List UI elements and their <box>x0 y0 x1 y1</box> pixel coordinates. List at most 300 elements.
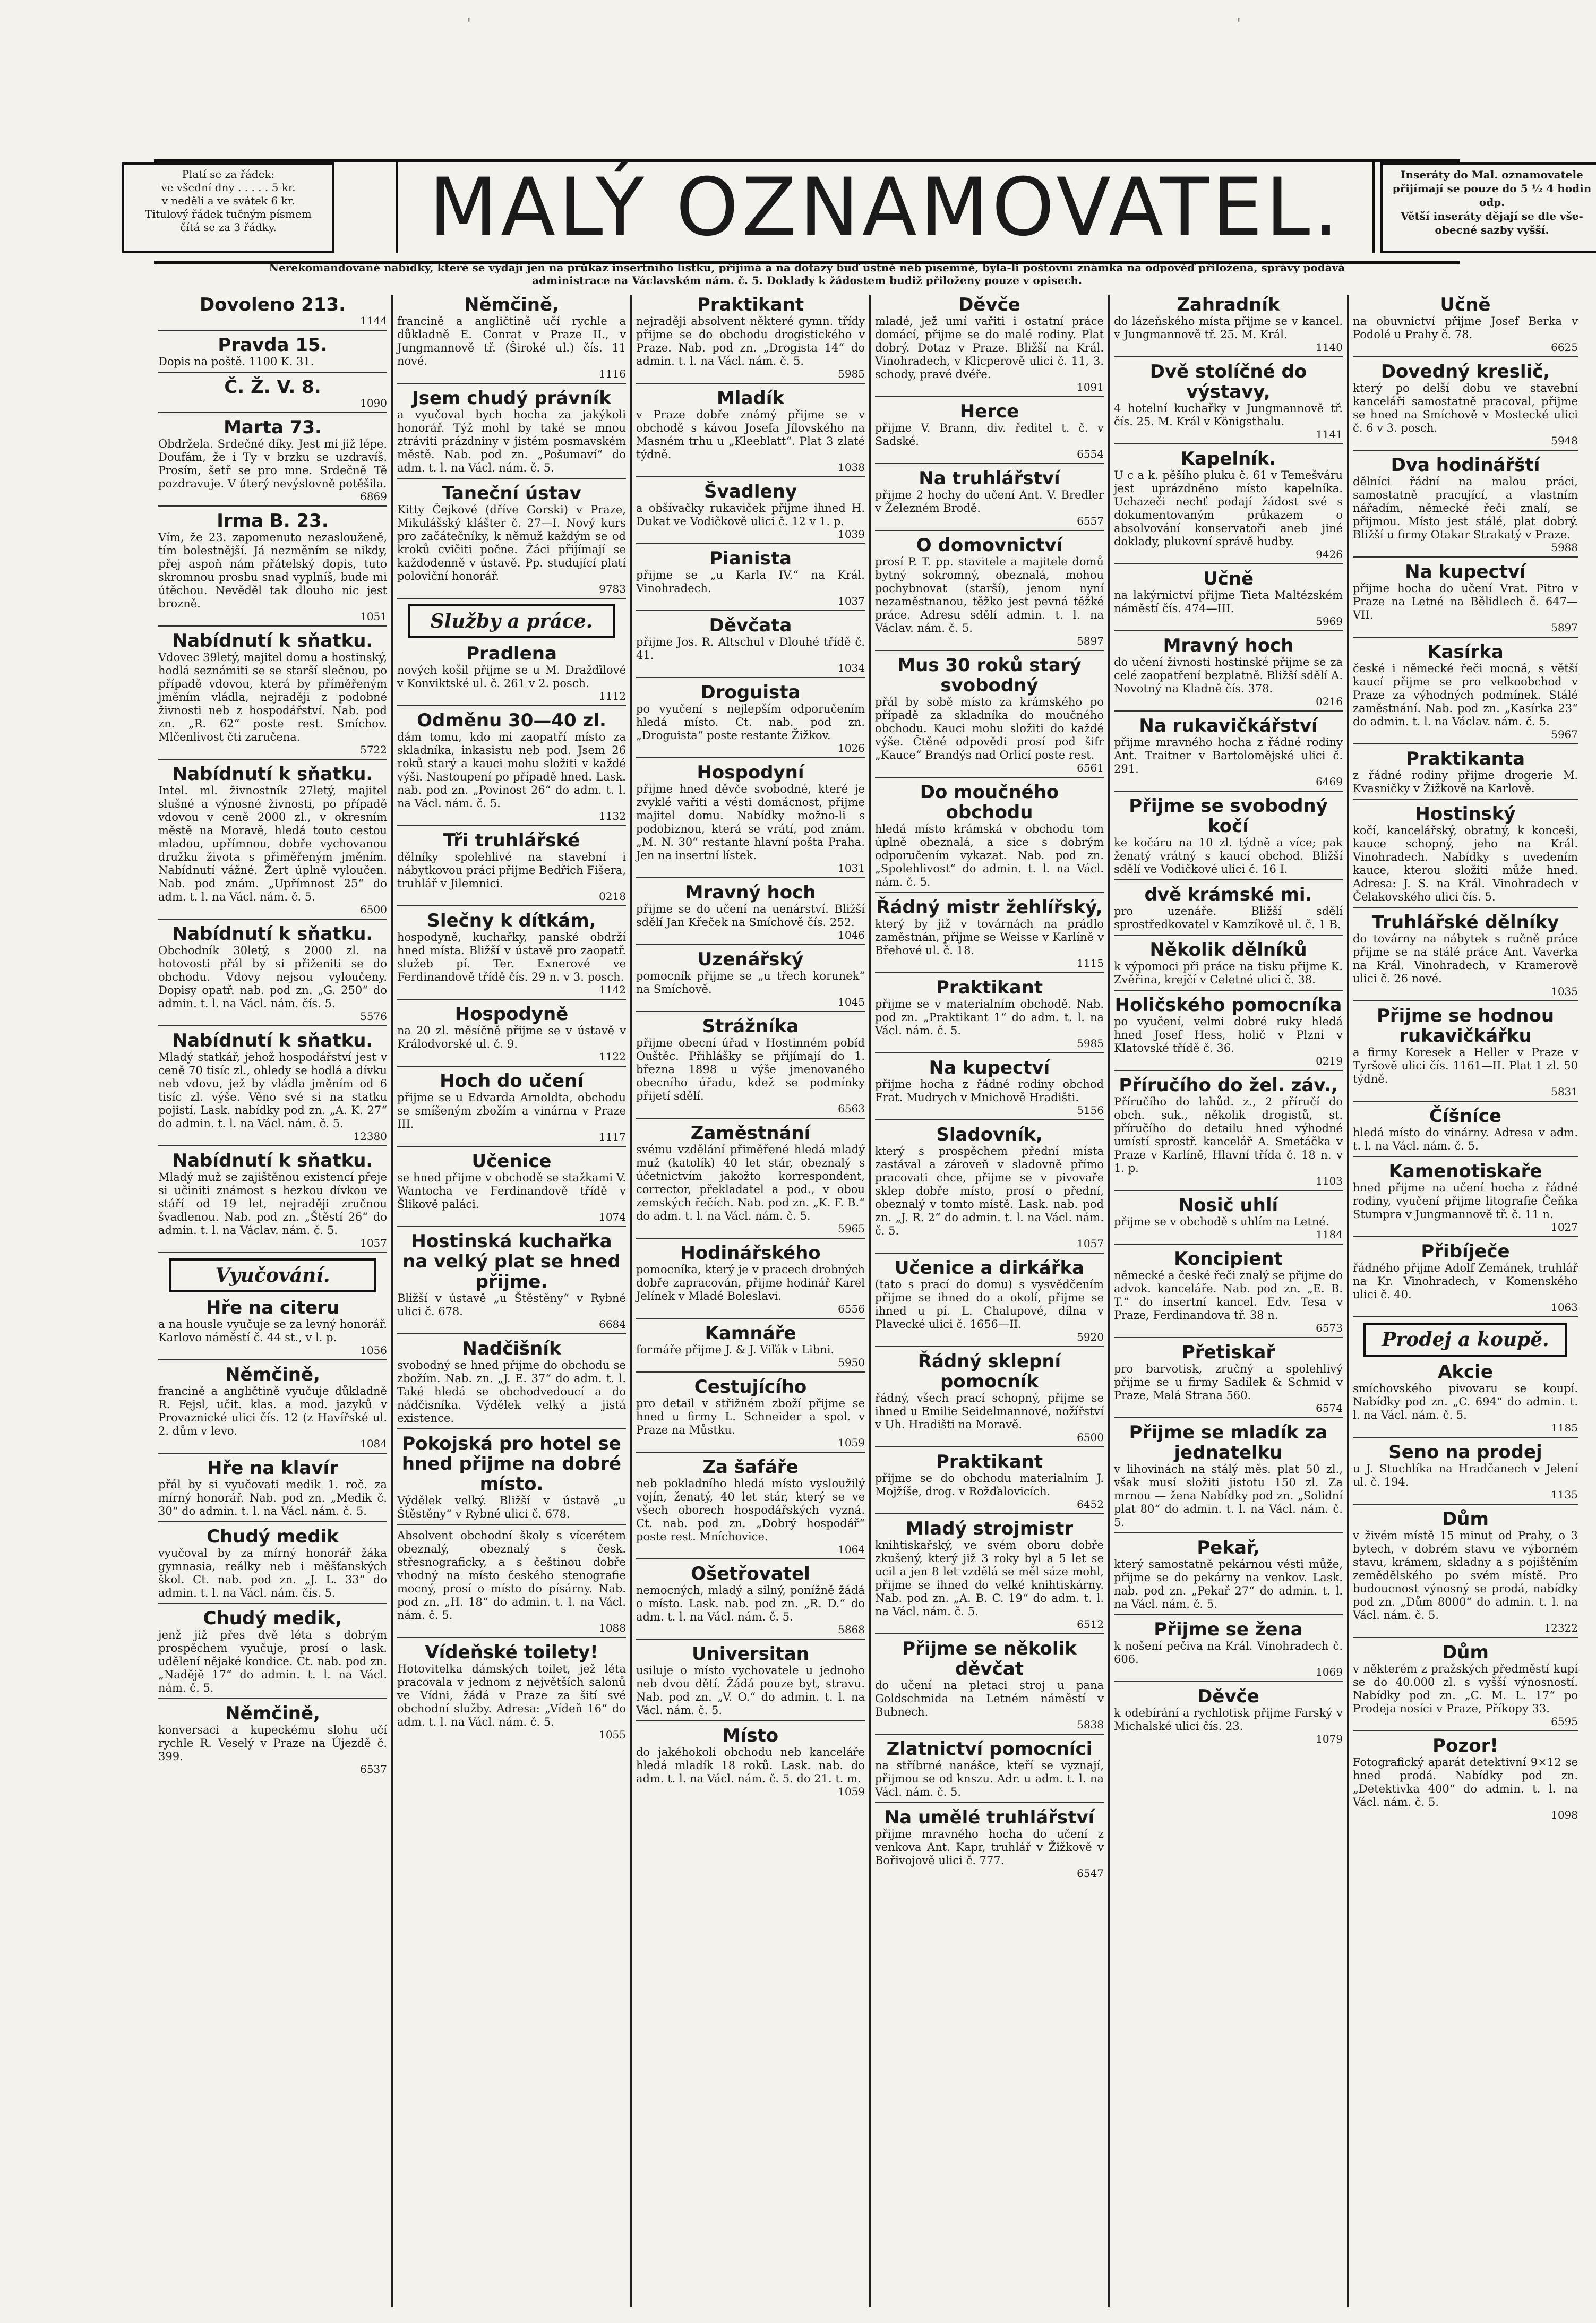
classified-ad <box>158 1703 387 1778</box>
ad-body: Mladý statkář, jehož hospodářství jest v ceně 70 tisíc zl., ohledy se hodlá a dívku neb vdovu, jež by vládla jměním od 6 tisíc zl. výše. Věno své si na statku pojistí. Lask. nabídky pod zn. „A. K. 27“ do admin. t. l. na Václ. nám. č. 5. <box>158 1051 387 1130</box>
classified-ad <box>636 762 865 878</box>
ad-body: do učení živnosti hostinské přijme se za celé zaopatření bezplatně. Bližší sdělí A. Novotný na Kladně čís. 378. <box>1114 656 1343 695</box>
ad-heading: Řádný mistr žehlířský, <box>876 897 1103 918</box>
ad-heading: Učně <box>1203 568 1254 589</box>
classified-ad <box>158 511 387 627</box>
ad-code: 5156 <box>1077 1104 1104 1117</box>
classified-ad <box>158 631 387 760</box>
ad-heading: Pozor! <box>1432 1735 1498 1756</box>
ad-heading: Pravda 15. <box>218 335 328 356</box>
ad-heading: Zahradník <box>1177 295 1280 315</box>
ad-heading: Přijme se hodnou rukavičkářku <box>1376 1005 1555 1047</box>
ad-body: přijme 2 hochy do učení Ant. V. Bredler v Železném Brodě. <box>875 488 1104 515</box>
ad-body: Obchodník 30letý, s 2000 zl. na hotovosti přál by si přiženiti se do obchodu. Vdovy nejsou vyloučeny. Dopisy opatř. nab. pod zn. „G. 250“ do admin. t. l. na Václ. nám. čís. 5. <box>158 944 387 1010</box>
masthead <box>145 159 1592 264</box>
ad-heading: Na truhlářství <box>919 468 1060 489</box>
ad-code: 1103 <box>1316 1175 1343 1187</box>
ad-body: přijme V. Brann, div. ředitel t. č. v Sadské. <box>875 422 1104 448</box>
ad-code: 1088 <box>599 1622 626 1634</box>
ad-code: 1115 <box>1077 957 1104 970</box>
ad-heading: Přibíječe <box>1421 1241 1510 1262</box>
ad-code: 1046 <box>838 929 865 941</box>
ad-heading: Děvčata <box>709 615 792 636</box>
classified-ad <box>875 1807 1104 1882</box>
ad-heading: Na kupectví <box>1405 561 1526 582</box>
classified-ad <box>875 1639 1104 1735</box>
classified-ad <box>397 830 626 906</box>
ad-body: Bližší v ústavě „u Štěstěny“ v Rybné ulici č. 678. <box>397 1292 626 1318</box>
ad-body: k nošení pečiva na Král. Vinohradech č. 606. <box>1114 1640 1343 1666</box>
ad-code: 1064 <box>838 1543 865 1556</box>
classified-ad <box>875 655 1104 778</box>
ad-heading: Chudý medik, <box>203 1608 342 1629</box>
ad-body: Vdovec 39letý, majitel domu a hostinský, hodlá seznámiti se se starší slečnou, po případě vdovou, která by příměřeným jměním vládla, nejraději z podobné živnosti neb z hospodářství. Nab. pod zn. „R. 62“ poste rest. Smíchov. Mlčenlivost čti zaručena. <box>158 651 387 743</box>
ad-heading: Hře na klavír <box>207 1458 338 1479</box>
classified-ad <box>636 615 865 678</box>
ad-heading: Hře na citeru <box>205 1297 340 1318</box>
classified-ad <box>1114 995 1343 1071</box>
classified-ad <box>397 1231 626 1334</box>
ad-heading: Učenice a dirkářka <box>894 1257 1085 1279</box>
ad-code: 1142 <box>599 983 626 996</box>
column-5 <box>1110 295 1349 2307</box>
classified-ad <box>397 1529 626 1638</box>
ad-code: 1084 <box>360 1437 387 1450</box>
ad-body: v některém z pražských předměstí kupí se do 40.000 zl. s vyšší výnosností. Nabídky pod zn. „C. M. L. 17“ po Prodeja nosíci v Praze, Příkopy 33. <box>1353 1662 1578 1715</box>
ad-code: 1184 <box>1316 1228 1343 1241</box>
classified-ad <box>875 1519 1104 1634</box>
classified-ad <box>636 388 865 477</box>
classified-ad <box>875 897 1104 973</box>
ad-body: a na housle vyučuje se za levný honorář. Karlovo náměstí č. 44 st., v l. p. <box>158 1318 387 1344</box>
ad-code: 5868 <box>838 1623 865 1636</box>
notice-line: Nerekomandované nabídky, které se vydají jen na průkaz insertního lístku, přijímá a na dotazy buď ústně neb písemně, byla-li poštovní známka na odpověď přiložena, správy podává <box>269 261 1345 274</box>
ad-code: 5920 <box>1077 1331 1104 1343</box>
ad-body: francině a angličtině učí rychle a důkladně E. Conrat v Praze II., v Jungmannově tř. (Široké ul.) čís. 11 nové. <box>397 315 626 367</box>
ad-heading: Praktikant <box>936 1451 1043 1472</box>
classified-ad <box>875 1351 1104 1447</box>
classified-ad <box>158 1151 387 1253</box>
classified-ad <box>1114 796 1343 880</box>
ad-code: 1116 <box>599 367 626 380</box>
ad-code: 1112 <box>599 690 626 702</box>
ad-heading: Mladík <box>716 388 785 409</box>
ad-heading: Nabídnutí k sňatku. <box>172 1150 373 1171</box>
ad-code: 1035 <box>1551 985 1578 998</box>
classified-ad <box>158 1031 387 1146</box>
ad-body: Obdržela. Srdečné díky. Jest mi již lépe. Doufám, že i Ty v brzku se uzdravíš. Prosím, šetř se pro mne. Srdečně Tě pozdravuje. V úterý nevýslovně potěšila. <box>158 438 387 490</box>
ad-code: 6512 <box>1077 1618 1104 1631</box>
ad-heading: Zlatnictví pomocníci <box>886 1738 1093 1760</box>
ad-body: 4 hotelní kuchařky v Jungmannově tř. čís. 25. M. Král v Königsthalu. <box>1114 402 1343 428</box>
classified-ad <box>158 1527 387 1604</box>
ad-code: 1038 <box>838 461 865 474</box>
classified-ad <box>1114 1538 1343 1615</box>
ad-heading: Irma B. 23. <box>217 510 329 532</box>
ad-body: řádného přijme Adolf Zemánek, truhlář na Kr. Vinohradech, v Komenského ulici č. 40. <box>1353 1262 1578 1301</box>
classified-ad <box>875 295 1104 397</box>
ad-body: francině a angličtině vyučuje důkladně R. Fejsl, učit. klas. a mod. jazyků v Provaznické ulici čís. 12 (z Havířské ul. 2. dům v levo. <box>158 1385 387 1437</box>
ad-code: 1055 <box>599 1728 626 1741</box>
ad-body: do učení na pletaci stroj u pana Goldschmida na Letném náměstí v Bubnech. <box>875 1679 1104 1718</box>
ad-heading: Přijme se žena <box>1154 1619 1303 1640</box>
classified-ad <box>158 335 387 373</box>
classified-ad <box>636 1323 865 1373</box>
ad-heading: Odměnu 30—40 zl. <box>417 710 606 731</box>
ad-heading: Učenice <box>471 1151 552 1172</box>
classified-ad <box>1114 1195 1343 1245</box>
ad-body: nejraději absolvent některé gymn. třídy přijme se do obchodu drogistického v Praze. Nab. pod zn. „Drogista 14“ do admin. t. l. na Václ. nám. č. 5. <box>636 315 865 367</box>
classified-ad <box>158 1608 387 1699</box>
ad-body: Hotovitelka dámských toilet, jež léta pracovala v jednom z největších salonů ve Vídni, žádá v Praze za šití své obchodní služby. Adresa: „Vídeň 16“ do adm. t. l. na Václ. nám. č. 5. <box>397 1662 626 1728</box>
ad-body: mladé, jež umí vařiti i ostatní práce domácí, přijme se do malé rodiny. Plat dobrý. Dotaz v Praze. Bližší na Král. Vinohradech, v Klicperově ulici č. 11, 3. schody, pravé dvéře. <box>875 315 1104 381</box>
classified-ad <box>1353 749 1578 800</box>
ad-body: jenž již přes dvě léta s dobrým prospěchem vyučuje, prosí o lask. udělení nějaké kondice. Ct. nab. pod zn. „Nadějě 17“ do admin. t. l. na Václ. nám. č. 5. <box>158 1628 387 1694</box>
ad-code: 9426 <box>1316 548 1343 561</box>
classified-ad <box>397 295 626 384</box>
ad-heading: Dům <box>1442 1642 1489 1663</box>
ad-heading: Řádný sklepní pomocník <box>917 1351 1061 1392</box>
ad-body: svobodný se hned přijme do obchodu se zbožím. Nab. zn. „J. E. 37“ do adm. t. l. Také hledá se obchodvedoucí a do nádčisníka. Výdělek velký a jistá existence. <box>397 1359 626 1425</box>
price-box <box>122 162 334 253</box>
ad-code: 1141 <box>1316 428 1343 441</box>
classified-ad <box>1114 940 1343 991</box>
classified-ad <box>875 468 1104 531</box>
classified-ad <box>875 1452 1104 1514</box>
ad-heading: Akcie <box>1438 1361 1493 1383</box>
ad-heading: Hoch do učení <box>440 1070 584 1092</box>
ad-code: 1122 <box>599 1050 626 1063</box>
ad-body: U c a k. pěšího pluku č. 61 v Temešváru jest uprázdněno místo kapelníka. Uchazeči nechť podají žádost své s dokumentovaným průkazem o absolvování konservatoři aneb jiné doklady, plukovní správě hudby. <box>1114 469 1343 548</box>
ad-body: přijme se v obchodě s uhlím na Letné. <box>1114 1215 1329 1228</box>
ad-code: 5722 <box>360 743 387 756</box>
classified-ad <box>1353 1241 1578 1317</box>
ad-code: 1027 <box>1551 1221 1578 1233</box>
ad-body: nemocných, mladý a silný, ponížně žádá o místo. Lask. nab. pod zn. „R. D.“ do adm. t. l. na Václ. nám. č. 5. <box>636 1584 865 1623</box>
classified-ad <box>636 1016 865 1119</box>
ad-body: prosí P. T. pp. stavitele a majitele domů bytný sokromný, obeznalá, mohou pochybnovat (starší), jenom nyní nezaměstnanou, těžko jest pevná těžké práce. Adresu sdělí admin. t. l. na Václav. nám. č. 5. <box>875 555 1104 635</box>
classified-ad <box>636 1726 865 1801</box>
ad-heading: Přijme se mladík za jednatelku <box>1129 1422 1328 1463</box>
ad-code: 1031 <box>838 862 865 875</box>
ad-heading: Strážníka <box>702 1016 799 1037</box>
info-line: Inseráty do Mal. oznamovatele <box>1401 168 1583 181</box>
ad-code: 5965 <box>838 1222 865 1235</box>
ad-body: svému vzdělání přiměřené hledá mladý muž (katolík) 40 let stár, obeznalý s účetnictvím jakožto korrespondent, corrector, překladatel a pod., v obou zemských řečích. Nab. pod zn. „K. F. B.“ do adm. t. l. na Václ. nám. č. 5. <box>636 1143 865 1222</box>
ad-code: 6573 <box>1316 1322 1343 1334</box>
classified-ad <box>636 548 865 611</box>
classified-ad <box>1114 295 1343 357</box>
ad-body: z řádné rodiny přijme drogerie M. Kvasničky v Žižkově na Karlově. <box>1353 769 1578 795</box>
classified-ad <box>1114 1686 1343 1748</box>
classified-ad <box>1114 1075 1343 1191</box>
classified-ad <box>158 1365 387 1454</box>
ad-code: 6574 <box>1316 1402 1343 1415</box>
ad-heading: Dva hodinářští <box>1391 455 1540 476</box>
classified-ad <box>636 482 865 544</box>
ad-heading: Nabídnutí k sňatku. <box>172 1030 373 1051</box>
price-line: Platí se za řádek: <box>182 168 275 181</box>
classified-ad <box>1114 362 1343 444</box>
ad-code: 1140 <box>1316 341 1343 354</box>
notice-line: administrace na Václavském nám. č. 5. Doklady k žádostem budiž přiloženy pouze v opisech. <box>532 274 1082 287</box>
ad-code: 6556 <box>838 1302 865 1315</box>
ad-heading: Kamnáře <box>705 1323 796 1344</box>
classified-ad <box>397 710 626 826</box>
classified-ad <box>158 924 387 1026</box>
ad-heading: Uzenářský <box>697 949 804 970</box>
column-4 <box>871 295 1110 2307</box>
ad-body: a firmy Koresek a Heller v Praze v Tyršově ulici čís. 1161—II. Plat 1 zl. 50 týdně. <box>1353 1046 1578 1085</box>
ad-body: hledá místo do vinárny. Adresa v adm. t. l. na Václ. nám. č. 5. <box>1353 1126 1578 1152</box>
ad-heading: Kamenotiskaře <box>1388 1161 1542 1182</box>
ad-heading: Dovedný kreslič, <box>1380 361 1550 382</box>
ad-heading: Taneční ústav <box>442 483 581 504</box>
ad-code: 6537 <box>360 1763 387 1776</box>
ad-heading: Kasírka <box>1427 641 1504 663</box>
ad-body: a obšívačky rukaviček přijme ihned H. Dukat ve Vodičkově ulici č. 12 v 1. p. <box>636 502 865 528</box>
ad-body: přál by si vyučovati medik 1. roč. za mírný honorář. Nab. pod zn. „Medik č. 30“ do admin. t. l. na Václ. nám. č. 5. <box>158 1478 387 1518</box>
classified-ad <box>397 1642 626 1744</box>
classified-ad <box>158 1458 387 1522</box>
ad-code: 1057 <box>360 1237 387 1249</box>
ad-heading: Hospodyní <box>697 762 804 783</box>
ad-body: německé a české řeči znalý se přijme do advok. kanceláře. Nab. pod zn. „E. B. T.“ do insertní kancel. Edv. Tesa v Praze, Ferdinandova tř. 38 n. <box>1114 1269 1343 1322</box>
ad-heading: Hostinský <box>1415 803 1516 825</box>
ad-heading: Hostinská kuchařka na velký plat se hned přijme. <box>402 1231 621 1292</box>
ad-body: hledá místo krámská v obchodu tom úplně obeznalá, a sice s dobrým odporučením vykazat. Nab. pod zn. „Spolehlivost“ do admin. t. l. na Václ. nám. č. 5. <box>875 822 1104 888</box>
classified-ad <box>636 295 865 384</box>
ad-code: 5967 <box>1551 728 1578 741</box>
classified-ad <box>397 1004 626 1067</box>
info-line: obecné sazby vyšší. <box>1435 224 1549 236</box>
classified-ad <box>1353 1442 1578 1505</box>
ad-code: 6452 <box>1077 1498 1104 1511</box>
ad-heading: Děvče <box>958 295 1020 315</box>
ad-body: který s prospěchem přední místa zastával a zároveň v sladovně přímo pracovati chce, přijme se v pivovaře sklep dobře místo, prosí o přední, obeznalý v tomto místě. Lask. nab. pod zn. „J. R. 2“ do admin. t. l. na Václ. nám. č. 5. <box>875 1145 1104 1237</box>
ad-heading: Němčině, <box>225 1703 320 1724</box>
ad-body: přijme mravného hocha z řádné rodiny Ant. Traitner v Bartolomějské ulici č. 291. <box>1114 736 1343 775</box>
ad-code: 6563 <box>838 1102 865 1115</box>
ad-code: 0216 <box>1316 695 1343 708</box>
ad-body: smíchovského pivovaru se koupí. Nabídky pod zn. „C. 694“ do admin. t. l. na Václ. nám. č. 5. <box>1353 1382 1578 1421</box>
ad-body: u J. Stuchlíka na Hradčanech v Jelení ul. č. 194. <box>1353 1462 1578 1488</box>
ad-heading: Cestujícího <box>694 1376 807 1398</box>
classified-ad <box>158 1298 387 1360</box>
classified-ad <box>1114 1249 1343 1338</box>
classified-ad <box>1114 636 1343 712</box>
classified-ad <box>397 1151 626 1227</box>
ad-heading: Nosič uhlí <box>1178 1195 1278 1216</box>
ad-heading: Němčině, <box>225 1364 320 1385</box>
ad-code: 1063 <box>1551 1301 1578 1314</box>
ad-body: Dopis na poště. 1100 K. 31. <box>158 355 314 368</box>
classified-ad <box>158 295 387 331</box>
ad-heading: Nabídnutí k sňatku. <box>172 923 373 945</box>
classified-ad <box>397 1071 626 1147</box>
ad-body: knihtiskařský, ve svém oboru dobře zkušený, který již 3 roky byl a 5 let se ucil a jen 8 let vzdělá se měl sáze mohl, přijme se ihned do velké knihtiskárny. Nab. pod zn. „A. B. C. 19“ do adm. t. l. na Václ. nám. č. 5. <box>875 1539 1104 1618</box>
ad-heading: Koncipient <box>1174 1248 1283 1270</box>
ad-heading: Za šafáře <box>702 1456 799 1478</box>
column-6 <box>1349 295 1582 2307</box>
ad-heading: Dvě stolíčné do výstavy, <box>1149 361 1307 402</box>
classified-ad <box>397 644 626 706</box>
ad-body: dělníky spolehlivé na stavební i nábytkovou práci přijme Bedřich Fišera, truhlář v Jilemnici. <box>397 851 626 890</box>
ad-heading: Universitan <box>692 1643 809 1665</box>
ad-body: se hned přijme v obchodě se stažkami V. Wantocha ve Ferdinandově třídě v Šlikově paláci. <box>397 1171 626 1211</box>
classified-ad <box>397 388 626 479</box>
ad-heading: Ošetřovatel <box>691 1563 810 1584</box>
info-line: přijímají se pouze do 5 ½ 4 hodin odp. <box>1392 182 1592 209</box>
ad-body: který po delší dobu ve stavební kanceláři samostatně pracoval, přijme se hned na Smíchově v Mostecké ulici č. 6 v 3. posch. <box>1353 382 1578 434</box>
classified-ad <box>1353 562 1578 638</box>
ad-body: usiluje o místo vychovatele u jednoho neb dvou dětí. Žádá pouze byt, stravu. Nab. pod zn. „V. O.“ do admin. t. l. na Václ. nám. č. 5. <box>636 1664 865 1717</box>
ad-body: do jakéhokoli obchodu neb kanceláře hledá mladík 18 roků. Lask. nab. do adm. t. l. na Václ. nám. č. 5. do 21. t. m. <box>636 1746 865 1785</box>
ad-heading: Přetiskař <box>1181 1342 1275 1363</box>
classified-ad <box>875 1125 1104 1254</box>
price-line: v neděli a ve svátek 6 kr. <box>161 194 295 207</box>
ad-code: 1037 <box>838 595 865 607</box>
ad-body: k odebírání a rychlotisk přijme Farský v Michalské ulici čís. 23. <box>1114 1707 1343 1733</box>
ad-code: 1069 <box>1316 1666 1343 1678</box>
ad-body: dělníci řádní na malou práci, samostatně pracující, a vlastním nářadím, německé řeči znalí, se přijmou. Místo jest stálé, plat dobrý. Bližší u firmy Otakar Strakatý v Praze. <box>1353 475 1578 541</box>
ad-code: 5988 <box>1551 541 1578 554</box>
ad-heading: Holičského pomocníka <box>1114 995 1342 1016</box>
ad-code: 1091 <box>1077 381 1104 393</box>
ad-body: pro barvotisk, zručný a spolehlivý přijme se u firmy Sadílek & Schmid v Praze, Malá Strana 560. <box>1114 1362 1343 1402</box>
ad-code: 1074 <box>599 1211 626 1223</box>
ad-heading: Zaměstnání <box>690 1122 811 1144</box>
ad-heading: Učně <box>1440 295 1491 315</box>
column-1 <box>154 295 393 2307</box>
price-line: čítá se za 3 řádky. <box>180 221 277 234</box>
section-heading: Služby a práce. <box>408 604 615 638</box>
ad-heading: Němčině, <box>464 295 559 315</box>
ad-heading: Droguista <box>700 682 801 703</box>
ad-code: 1056 <box>360 1344 387 1357</box>
price-line: Titulový řádek tučným písmem <box>145 208 312 220</box>
classified-ad <box>636 1644 865 1721</box>
classified-ad <box>636 1123 865 1239</box>
ad-heading: Truhlářské dělníky <box>1371 912 1559 933</box>
ad-code: 6554 <box>1077 448 1104 460</box>
classified-ad <box>397 1434 626 1525</box>
ad-body: přijme hocha do učení Vrat. Pitro v Praze na Letné na Bělidlech č. 647—VII. <box>1353 582 1578 621</box>
ad-code: 5985 <box>838 367 865 380</box>
classified-ad <box>636 1243 865 1319</box>
ad-body: který by již v továrnách na prádlo zaměstnán, přijme se Weisse v Karlíně v Břehové ul. č. 18. <box>875 918 1104 957</box>
ad-heading: Hodinářského <box>680 1242 821 1264</box>
ad-body: který samostatně pekárnou vésti může, přijme se do pekárny na venkov. Lask. nab. pod zn. „Pekař 27“ do admin. t. l. na Václ. nám. č. 5. <box>1114 1558 1343 1610</box>
ad-code: 9783 <box>599 582 626 595</box>
ad-body: vyučoval by za mírný honorář žáka gymnasia, reálky neb i měšťanských škol. Ct. nab. pod zn. „J. L. 33“ do admin. t. l. na Václ. nám. čís. 5. <box>158 1547 387 1599</box>
section-heading: Prodej a koupě. <box>1363 1323 1567 1357</box>
ad-code: 5897 <box>1077 635 1104 647</box>
ad-heading: Pianista <box>709 548 792 569</box>
ad-heading: dvě krámské mi. <box>1144 884 1312 905</box>
ad-columns <box>154 295 1588 2307</box>
classified-ad <box>1114 1342 1343 1418</box>
ad-body: hned přijme na učení hocha z řádné rodiny, vyučení přijme litografie Čeňka Stumpra v Jungmannově tř. č. 11 n. <box>1353 1181 1578 1221</box>
ad-body: nových košil přijme se u M. Dražďilové v Konviktské ul. č. 261 v 2. posch. <box>397 664 626 690</box>
classified-ad <box>1353 642 1578 744</box>
ad-body: přijme se do učení na uenárství. Bližší sdělí Jan Křeček na Smíchově čís. 252. <box>636 903 865 929</box>
ad-heading: Mladý strojmistr <box>905 1518 1074 1539</box>
ad-code: 5950 <box>838 1356 865 1369</box>
ad-code: 6547 <box>1077 1867 1104 1880</box>
ad-body: Mladý muž se zajištěnou existencí přeje si učiniti známost s hezkou dívkou ve stáří od 19 let, nejraději zručnou švadlenou. Nab. pod zn. „Štěstí 26“ do admin. t. l. na Václav. nám. č. 5. <box>158 1171 387 1237</box>
classified-ad <box>636 949 865 1012</box>
ad-code: 1090 <box>360 397 387 409</box>
classified-ad <box>158 377 387 413</box>
ad-body: v Praze dobře známý přijme se v obchodě s kávou Josefa Jílovského na Masném trhu u „Kleeblatt“. Plat 3 zlaté týdně. <box>636 408 865 461</box>
ad-body: řádný, všech prací schopný, přijme se ihned u Emilie Seidelmannové, nožířství v Uh. Hradišti na Moravě. <box>875 1392 1104 1431</box>
ad-heading: Švadleny <box>703 481 797 502</box>
classified-ad <box>1114 716 1343 792</box>
classified-ad <box>636 1457 865 1559</box>
classified-ad <box>1114 1422 1343 1533</box>
ad-code: 5576 <box>360 1010 387 1023</box>
classified-ad <box>1353 1642 1578 1731</box>
classified-ad <box>1353 1362 1578 1438</box>
ad-code: 6500 <box>1077 1431 1104 1444</box>
ad-body: Intel. ml. živnostník 27letý, majitel slušné a výnosné živnosti, po případě vdovou v ceně 2000 zl., v okresním městě na Moravě, hledá touto cestou mladou, upřímnou, dobře vychovanou družku života s přiměřeným jměním. Nabídnutí vážné. Žert úplně vyloučen. Nab. pod znám. „Upřímnost 25“ do adm. t. l. na Václ. nám. č. 5. <box>158 784 387 903</box>
classified-ad <box>875 1058 1104 1120</box>
ad-body: přál by sobě místo za krámského po případě za skladníka do moučného obchodu. Kauci mohu složiti do každé výše. Čtěné odpovědi prosí pod šifr „Kauce“ Brandýs nad Orlicí poste rest. <box>875 696 1104 761</box>
classified-ad <box>158 764 387 920</box>
ad-code: 1117 <box>599 1130 626 1143</box>
ad-body: do továrny na nábytek s ručně práce přijme se na stálé práce Ant. Vaverka na Král. Vinohradech, v Kramerově ulici č. 26 nové. <box>1353 932 1578 985</box>
classified-ad <box>1114 569 1343 631</box>
ad-body: kočí, kancelářský, obratný, k konceši, kauce schopný, jeho na Král. Vinohradech. Nabídky s uvedením kauce, kterou složiti může hned. Adresa: J. S. na Král. Vinohradech v Čelakovského ulici čís. 5. <box>1353 824 1578 903</box>
ad-code: 5969 <box>1316 615 1343 628</box>
ad-heading: Několik dělníků <box>1149 939 1307 961</box>
ad-heading: Do moučného obchodu <box>920 782 1059 823</box>
ad-heading: Mus 30 roků starý svobodný <box>897 655 1082 696</box>
ad-body: k výpomoci při práce na tisku přijme K. Zvěřina, krejčí v Celetné ulici č. 38. <box>1114 960 1343 986</box>
ad-body: po vyučení, velmi dobré ruky hledá hned Josef Hess, holič v Plzni v Klatovské třídě č. 36. <box>1114 1015 1343 1055</box>
ad-heading: Dům <box>1442 1508 1489 1530</box>
ad-heading: Slečny k dítkám, <box>427 910 596 931</box>
ad-body: pro uzenáře. Bližší sdělí sprostředkovatel v Kamzíkově ul. č. 1 B. <box>1114 905 1343 931</box>
classified-ad <box>875 1258 1104 1347</box>
classified-ad <box>636 1564 865 1640</box>
ad-heading: Seno na prodej <box>1388 1442 1542 1463</box>
ad-body: po vyučení s nejlepším odporučením hledá místo. Ct. nab. pod zn. „Droguista“ poste restante Žižkov. <box>636 702 865 742</box>
ad-heading: Sladovník, <box>936 1124 1043 1145</box>
ad-heading: Praktikant <box>697 295 804 315</box>
ad-body: a vyučoval bych hocha za jakýkoli honorář. Týž mohl by také se mnou ztráviti prázdniny v jistém posmavském městě. Nab. pod zn. „Pošumaví“ do adm. t. l. na Václ. nám. č. 5. <box>397 408 626 474</box>
ad-code: 1059 <box>838 1436 865 1449</box>
classified-ad <box>875 1739 1104 1803</box>
classified-ad <box>636 1377 865 1453</box>
classified-ad <box>397 483 626 599</box>
ad-heading: Přijme se několik děvčat <box>902 1638 1077 1679</box>
ad-heading: Pekař, <box>1197 1537 1260 1558</box>
ad-code: 1045 <box>838 996 865 1008</box>
ad-heading: Tři truhlářské <box>443 830 580 851</box>
ad-heading: Vídeňské toilety! <box>425 1642 598 1663</box>
ad-heading: Mravný hoch <box>685 882 816 903</box>
ad-body: v lihovinách na stálý měs. plat 50 zl., však musí složiti jistotu 150 zl. Za mrnou — žena Nabídky pod zn. „Solidní plat 80“ do admin. t. l. na Václ. nám. č. 5. <box>1114 1463 1343 1529</box>
ad-body: pro detail v střižném zboží přijme se hned u firmy L. Schneider a spol. v Praze na Můstku. <box>636 1397 865 1436</box>
ad-body: na obuvnictví přijme Josef Berka v Podolé u Prahy č. 78. <box>1353 315 1578 341</box>
classified-ad <box>875 782 1104 893</box>
classified-ad <box>875 401 1104 464</box>
classified-ad <box>1353 455 1578 558</box>
ad-code: 0218 <box>599 890 626 903</box>
classified-ad <box>1114 1619 1343 1682</box>
